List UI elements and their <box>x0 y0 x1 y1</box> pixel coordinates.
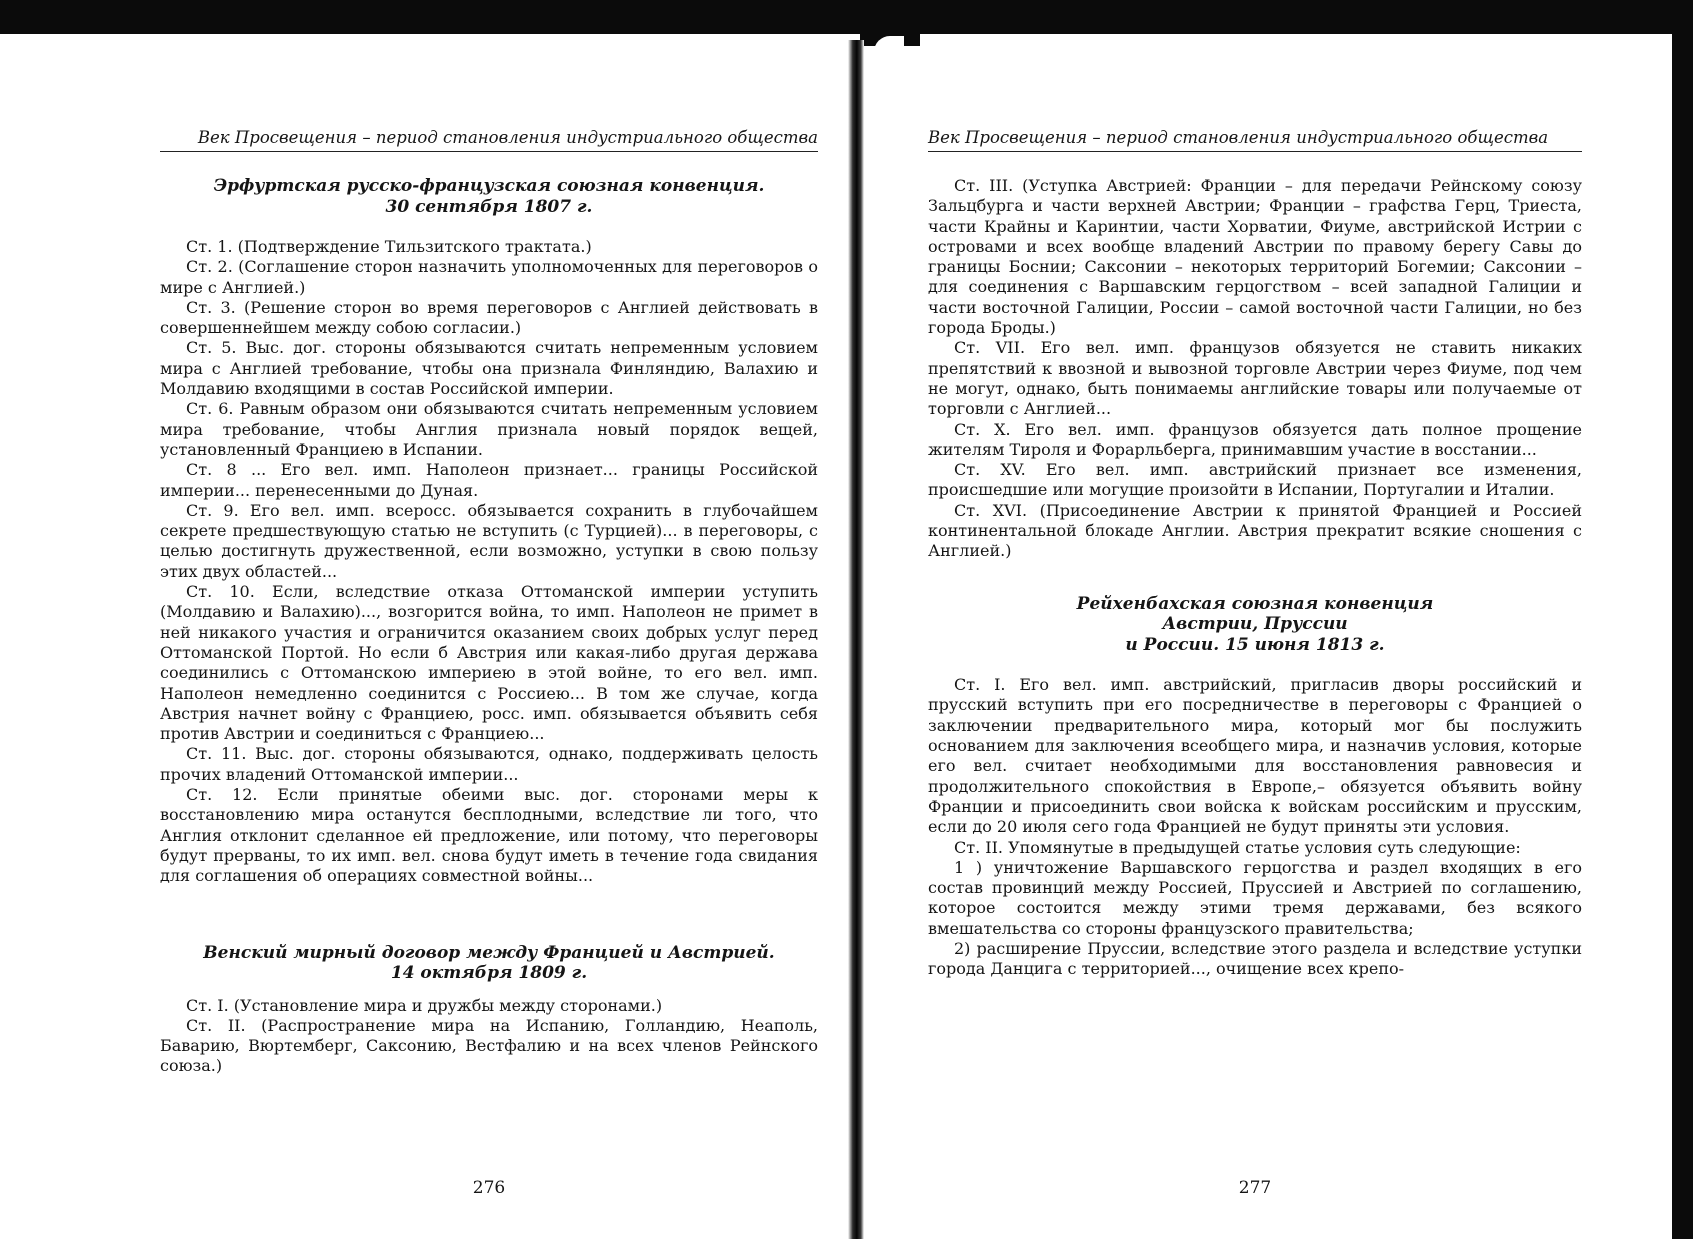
article-paragraph: Ст. III. (Уступка Австрией: Франции – для передачи Рейнскому союзу Зальцбурга и части верхней Австрии; Франции – графства Герц, Триеста, части Крайны и Каринтии, части Хорватии, Фиуме, австрийской Истрии с островами и всех вообще владений Австрии по правому берегу Савы до границы Боснии; Саксонии – некоторых территорий Богемии; Саксонии – для соединения с Варшавским герцогством – всей западной Галиции и части восточной Галиции, России – самой восточной части Галиции, но без города Броды.) <box>928 176 1582 338</box>
left-page <box>160 0 818 1239</box>
article-paragraph: Ст. 9. Его вел. имп. всеросс. обязывается сохранить в глубочайшем секрете предшествующую статью не вступить (с Турцией)... в переговоры, с целью достигнуть дружественной, если возможно, уступки в свою пользу этих двух областей... <box>160 500 818 581</box>
right-page-content <box>928 176 1582 980</box>
article-paragraph: Ст. VII. Его вел. имп. французов обязуется не ставить никаких препятствий к ввозной и вывозной торговле Австрии через Фиуме, под чем не могут, однако, быть понимаемы английские товары или получаемые от торговли с Англией... <box>928 338 1582 419</box>
article-paragraph: Ст. XV. Его вел. имп. австрийский признает все изменения, происшедшие или могущие произойти в Испании, Португалии и Италии. <box>928 460 1582 500</box>
running-head-right: Век Просвещения – период становления индустриального общества <box>928 128 1582 152</box>
left-page-content <box>160 176 818 1077</box>
article-paragraph: Ст. 6. Равным образом они обязываются считать непременным условием мира требование, чтобы Англия признала новый порядок вещей, установленный Франциею в Испании. <box>160 399 818 459</box>
article-paragraph: 1 ) уничтожение Варшавского герцогства и раздел входящих в его состав провинций между Россией, Пруссией и Австрией по соглашению, которое состоится между этими тремя державами, без всякого вмешательства со стороны французского правительства; <box>928 857 1582 938</box>
article-paragraph: Ст. 2. (Соглашение сторон назначить уполномоченных для переговоров о мире с Англией.) <box>160 257 818 297</box>
article-paragraph: Ст. II. Упомянутые в предыдущей статье условия суть следующие: <box>954 837 1521 857</box>
article-paragraph: Ст. I. Его вел. имп. австрийский, пригласив дворы российский и прусский вступить при его посредничестве в переговоры с Францией о заключении предварительного мира, который мог бы послужить основанием для заключения всеобщего мира, и назначив условия, которые его вел. считает необходимыми для восстановления равновесия и продолжительного спокойствия в Европе,– обязуется объявить войну Франции и присоединить свои войска к войскам российским и прусским, если до 20 июля сего года Францией не будут приняты эти условия. <box>928 675 1582 837</box>
section-title-erfurt: Эрфуртская русско-французская союзная конвенция. <box>213 176 765 196</box>
page-number-right: 277 <box>1238 1178 1272 1198</box>
section-date-vienna: 14 октября 1809 г. <box>390 963 588 983</box>
article-paragraph: Ст. X. Его вел. имп. французов обязуется дать полное прощение жителям Тироля и Форарльберга, принимавшим участие в восстании... <box>928 419 1582 459</box>
section-title-vienna: Венский мирный договор между Францией и Австрией. <box>203 942 775 963</box>
book-gutter <box>848 40 864 1239</box>
article-paragraph: Ст. 11. Выс. дог. стороны обязываются, однако, поддерживать целость прочих владений Оттоманской империи... <box>160 744 818 784</box>
article-paragraph: Ст. I. (Установление мира и дружбы между сторонами.) <box>186 995 663 1015</box>
article-paragraph: Ст. 8 ... Его вел. имп. Наполеон признает... границы Российской империи... перенесенными до Дуная. <box>160 460 818 500</box>
section-title-reichenbach: Рейхенбахская союзная конвенция <box>1076 593 1434 614</box>
article-paragraph: Ст. 1. (Подтверждение Тильзитского трактата.) <box>186 237 592 256</box>
article-paragraph: Ст. XVI. (Присоединение Австрии к принятой Францией и Россией континентальной блокаде Англии. Австрия прекратит всякие сношения с Англией.) <box>928 500 1582 561</box>
scan-border-right <box>1672 0 1693 1239</box>
article-paragraph: Ст. 10. Если, вследствие отказа Оттоманской империи уступить (Молдавию и Валахию)..., возгорится война, то имп. Наполеон не примет в ней никакого участия и ограничится оказанием своих добрых услуг перед Оттоманской Портой. Но если б Австрия или какая-либо другая держава соединились с Оттоманскою империею в этой войне, то его вел. имп. Наполеон немедленно соединится с Россиею... В том же случае, когда Австрия начнет войну с Франциею, росс. имп. обязывается объявить себя против Австрии и соединиться с Франциею... <box>160 582 818 744</box>
section-subtitle-reichenbach: Австрии, Пруссии <box>1162 614 1348 635</box>
page-number-left: 276 <box>472 1178 506 1198</box>
running-head-left: Век Просвещения – период становления индустриального общества <box>160 128 818 152</box>
article-paragraph: Ст. II. (Распространение мира на Испанию, Голландию, Неаполь, Баварию, Вюртемберг, Саксонию, Вестфалию и на всех членов Рейнского союза.) <box>160 1015 818 1076</box>
right-page <box>928 0 1582 1239</box>
section-date-reichenbach: и России. 15 июня 1813 г. <box>1125 634 1385 655</box>
article-paragraph: Ст. 12. Если принятые обеими выс. дог. сторонами меры к восстановлению мира останутся бесплодными, вследствие ли того, что Англия отклонит сделанное ей предложение, или потому, что переговоры будут прерваны, то их имп. вел. снова будут иметь в течение года свидания для соглашения об операциях совместной войны... <box>160 785 818 886</box>
section-date-erfurt: 30 сентября 1807 г. <box>385 196 593 217</box>
article-paragraph: Ст. 5. Выс. дог. стороны обязываются считать непременным условием мира с Англией требование, чтобы она признала Финляндию, Валахию и Молдавию входящими в состав Российской империи. <box>160 338 818 399</box>
article-paragraph: 2) расширение Пруссии, вследствие этого раздела и вследствие уступки города Данцига с территорией..., очищение всех крепо- <box>928 939 1582 979</box>
article-paragraph: Ст. 3. (Решение сторон во время переговоров с Англией действовать в совершеннейшем между собою согласии.) <box>160 297 818 338</box>
